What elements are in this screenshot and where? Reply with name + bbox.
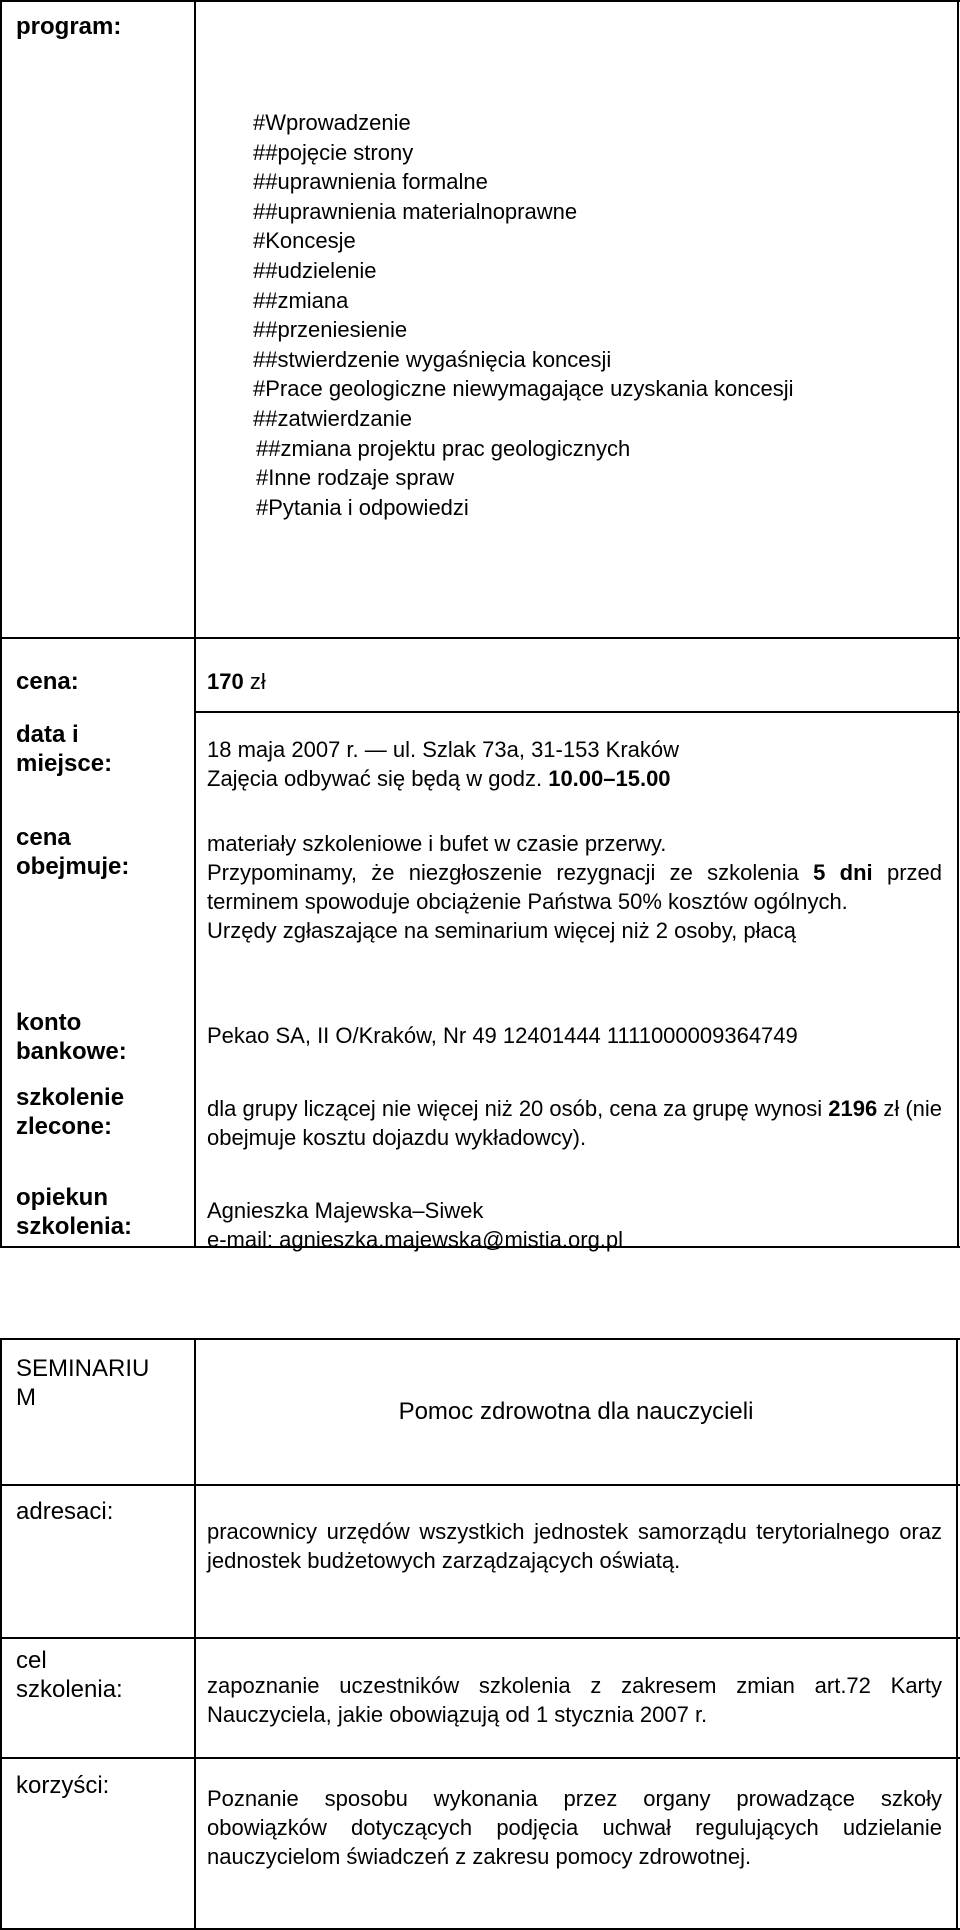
ordered-group-price: 2196: [828, 1096, 878, 1121]
supervisor-label-line1: opiekun: [16, 1184, 109, 1211]
price-label: cena:: [16, 668, 79, 695]
program-item: #Prace geologiczne niewymagające uzyskania koncesji: [253, 376, 794, 402]
table2-border-top: [0, 1338, 960, 1340]
program-item: ##uprawnienia formalne: [253, 169, 488, 195]
ordered-value: [207, 1094, 942, 1152]
supervisor-label-line2: szkolenia:: [16, 1213, 133, 1240]
ordered-label-line2: zlecone:: [16, 1113, 113, 1140]
table1-border-right-lower: [957, 712, 959, 1248]
date-place-label-line1: data i: [16, 721, 79, 748]
table2-row-divider-1: [0, 1484, 960, 1486]
seminar-label: [16, 1354, 149, 1412]
ordered-text-a: dla grupy liczącej nie więcej niż 20 osób, cena za grupę wynosi: [207, 1096, 829, 1121]
includes-label-line1: cena: [16, 824, 71, 851]
ordered-label: [16, 1083, 124, 1141]
includes-paragraph-3: Urzędy zgłaszające na seminarium więcej niż 2 osoby, płacą: [207, 918, 796, 943]
date-place-label: [16, 720, 112, 778]
account-label-line1: konto: [16, 1009, 82, 1036]
seminar-label-line1: SEMINARIU: [16, 1355, 150, 1382]
includes-p2-text-a: Przypominamy, że niezgłoszenie rezygnacji ze szkolenia: [207, 860, 814, 885]
table2-row-divider-3: [0, 1757, 960, 1759]
supervisor-value: [207, 1196, 623, 1254]
hours-value: 10.00–15.00: [548, 766, 671, 791]
recipients-label: adresaci:: [16, 1498, 114, 1525]
includes-paragraph-1: materiały szkoleniowe i bufet w czasie przerwy.: [207, 831, 667, 856]
hours-text: Zajęcia odbywać się będą w godz.: [207, 766, 549, 791]
price-amount: 170: [207, 669, 244, 694]
goal-label: [16, 1646, 123, 1704]
supervisor-email[interactable]: e-mail: agnieszka.majewska@mistia.org.pl: [207, 1227, 624, 1252]
goal-label-line2: szkolenia:: [16, 1676, 123, 1703]
includes-label: [16, 823, 129, 881]
table2-row-divider-2: [0, 1637, 960, 1639]
goal-label-line1: cel: [16, 1647, 47, 1674]
program-item: ##zatwierdzanie: [253, 405, 412, 431]
table1-border-top: [0, 0, 960, 2]
program-item: ##udzielenie: [253, 257, 377, 283]
table1-row-divider-2: [196, 711, 960, 713]
includes-label-line2: obejmuje:: [16, 853, 130, 880]
goal-value: zapoznanie uczestników szkolenia z zakresem zmian art.72 Karty Nauczyciela, jakie obowiązują od 1 stycznia 2007 r.: [207, 1673, 942, 1727]
seminar-label-line2: M: [16, 1384, 36, 1411]
table1-border-right: [957, 0, 959, 712]
date-place-line2: [207, 764, 942, 793]
price-value: [207, 667, 266, 696]
table1-col-divider: [194, 0, 196, 1248]
includes-p2-text-c: przed terminem spowoduje obciążenie Państwa 50% kosztów ogólnych.: [207, 860, 942, 914]
includes-paragraph-2: [207, 858, 942, 916]
benefits-value: Poznanie sposobu wykonania przez organy prowadzące szkoły obowiązków dotyczących podjęcia uchwał regulujących udzielanie nauczycielom świadczeń z zakresu pomocy zdrowotnej.: [207, 1786, 942, 1869]
benefits-label: korzyści:: [16, 1772, 110, 1799]
program-item: #Pytania i odpowiedzi: [256, 494, 469, 520]
program-item: #Koncesje: [253, 228, 356, 254]
table2-border-left: [0, 1338, 2, 1930]
program-label: program:: [16, 13, 122, 40]
seminar-title: Pomoc zdrowotna dla nauczycieli: [398, 1398, 754, 1425]
program-item: ##uprawnienia materialnoprawne: [253, 198, 578, 224]
account-label-line2: bankowe:: [16, 1038, 127, 1065]
date-place-label-line2: miejsce:: [16, 750, 113, 777]
table1-row-divider-1: [0, 637, 960, 639]
table2-border-right: [956, 1338, 958, 1930]
supervisor-label: [16, 1183, 132, 1241]
program-item: #Wprowadzenie: [253, 110, 411, 135]
table2-col-divider: [194, 1338, 196, 1930]
includes-p2-days: 5 dni: [813, 860, 873, 885]
program-list: [253, 108, 794, 522]
price-currency: zł: [243, 669, 266, 694]
program-item: ##stwierdzenie wygaśnięcia koncesji: [253, 346, 612, 372]
account-label: [16, 1008, 127, 1066]
program-item: ##zmiana projektu prac geologicznych: [256, 435, 631, 461]
table1-border-left: [0, 0, 2, 1248]
recipients-value: pracownicy urzędów wszystkich jednostek samorządu terytorialnego oraz jednostek budżetowych zarządzających oświatą.: [207, 1519, 942, 1573]
program-item: ##pojęcie strony: [253, 139, 414, 165]
date-place-value: [207, 735, 942, 793]
program-item: #Inne rodzaje spraw: [256, 465, 455, 491]
program-item: ##przeniesienie: [253, 317, 408, 343]
date-place-line1: 18 maja 2007 r. — ul. Szlak 73a, 31-153 Kraków: [207, 737, 680, 762]
account-value: Pekao SA, II O/Kraków, Nr 49 12401444 1111000009364749: [207, 1023, 798, 1048]
ordered-label-line1: szkolenie: [16, 1084, 125, 1111]
program-item: ##zmiana: [253, 287, 349, 313]
includes-value: [207, 829, 942, 951]
ordered-text-c: zł (nie obejmuje kosztu dojazdu wykładowcy).: [207, 1096, 943, 1150]
supervisor-name: Agnieszka Majewska–Siwek: [207, 1198, 484, 1223]
